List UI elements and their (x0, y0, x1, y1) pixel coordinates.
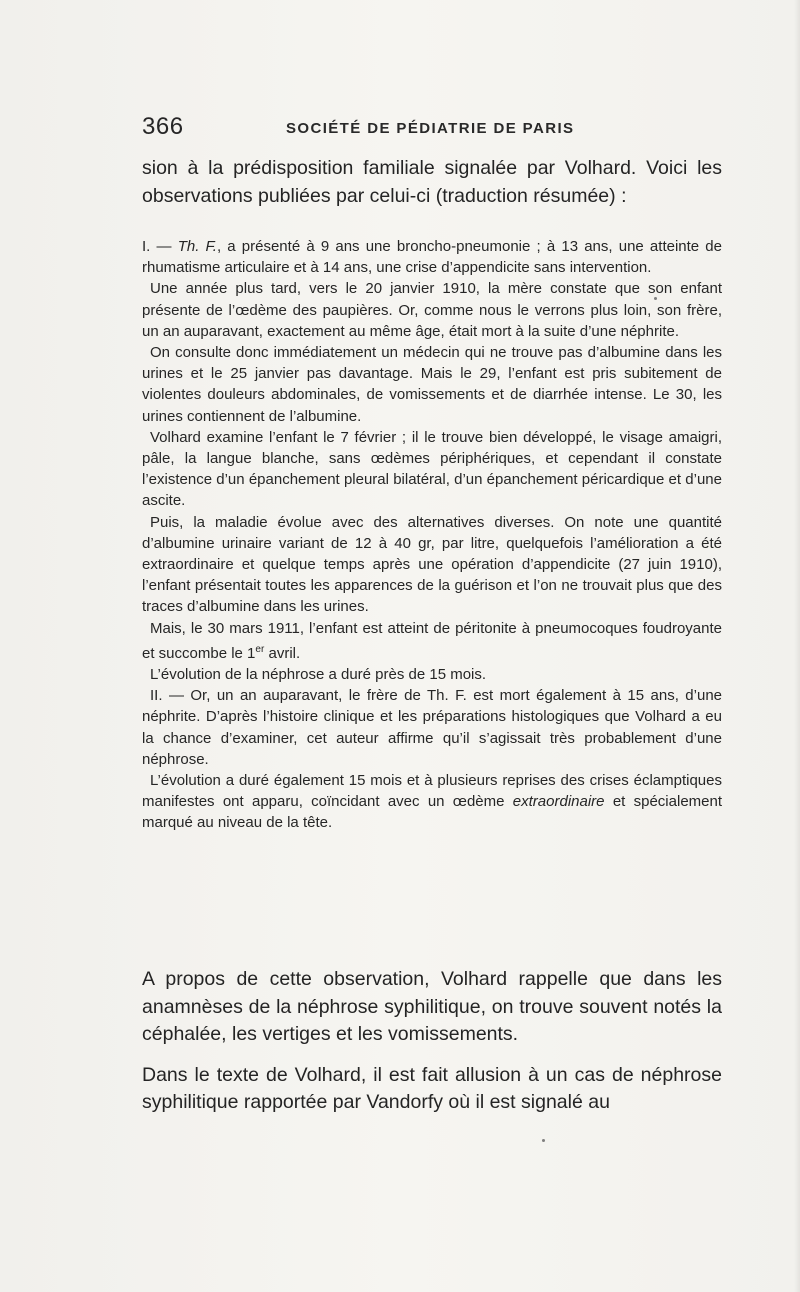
observation-paragraph-3: On consulte donc immédiatement un médecin qui ne trouve pas d’albumine dans les urines et le 25 janvier pas davantage. Mais le 29, l’enfant est pris subitement de violentes douleurs abdominales, de vomissements et de diarrhée intense. Le 30, les urines contiennent de l’albumine. (142, 344, 722, 425)
case-one-name: Th. F. (177, 238, 217, 255)
observations-block (142, 236, 722, 834)
observation-paragraph-7: L’évolution de la néphrose a duré près de 15 mois. (150, 666, 487, 684)
p6-end: avril. (264, 644, 301, 662)
intro-paragraph: sion à la prédisposition familiale signalée par Volhard. Voici les observations publiées par celui-ci (traduction résumée) : (142, 157, 722, 207)
case-one-label: I. — (142, 238, 172, 255)
observation-case-one (142, 236, 722, 278)
observation-paragraph-4: Volhard examine l’enfant le 7 février ; il le trouve bien développé, le visage amaigri, pâle, la langue blanche, sans œdèmes périphériques, et cependant il constate l’existence d’un épanchement pleural bilatéral, d’un épanchement péricardique et d’une ascite. (142, 428, 722, 510)
observation-paragraph-9 (142, 770, 722, 834)
observation-paragraph-2: Une année plus tard, vers le 20 janvier 1910, la mère constate que son enfant présente de l’œdème des paupières. Or, comme nous le verrons plus loin, son frère, un an auparavant, exactement au même âge, était mort à la suite d’une néphrite. (142, 280, 722, 340)
observation-paragraph-6 (142, 618, 722, 664)
closing-paragraph-2: Dans le texte de Volhard, il est fait allusion à un cas de néphrose syphilitique rapportée par Vandorfy où il est signalé au (142, 1063, 722, 1113)
p6-start: Mais, le 30 mars 1911, l’enfant est atteint de péritonite à pneumocoques foudroyante et succombe le 1 (142, 619, 722, 662)
p9-end: et spécialement marqué au niveau de la tête. (142, 793, 723, 832)
closing-text (142, 966, 722, 1130)
running-title: SOCIÉTÉ DE PÉDIATRIE DE PARIS (286, 120, 575, 137)
page-edge-shadow (794, 0, 800, 1292)
italic-extraordinaire: extraordinaire (512, 793, 605, 811)
paper-speck (654, 297, 657, 300)
ordinal-superscript: er (255, 643, 265, 655)
observation-paragraph-5: Puis, la maladie évolue avec des alternatives diverses. On note une quantité d’albumine urinaire variant de 12 à 40 gr, par litre, quelquefois l’amélioration a été extraordinaire et quelque temps après une opération d’appendicite (27 juin 1910), l’enfant présentait toutes les apparences de la guérison et l’on ne trouvait plus que des traces d’albumine dans les urines. (142, 513, 722, 616)
closing-paragraph-1: A propos de cette observation, Volhard rappelle que dans les anamnèses de la néphrose syphilitique, on trouve souvent notés la céphalée, les vertiges et les vomissements. (142, 968, 722, 1045)
page-header (142, 113, 722, 147)
paper-speck (542, 1139, 545, 1142)
page-number: 366 (142, 113, 184, 140)
observation-case-two: II. — Or, un an auparavant, le frère de Th. F. est mort également à 15 ans, d’une néphrite. D’après l’histoire clinique et les préparations histologiques que Volhard a eu la chance d’examiner, cet auteur affirme qu’il s’agissait très probablement d’une néphrose. (142, 687, 722, 768)
p9-start: L’évolution a duré également 15 mois et à plusieurs reprises des crises éclamptiques manifestes ont apparu, coïncidant avec un œdème (142, 772, 722, 811)
case-one-text: , a présenté à 9 ans une broncho-pneumonie ; à 13 ans, une atteinte de rhumatisme articulaire et à 14 ans, une crise d’appendicite sans intervention. (142, 238, 722, 277)
